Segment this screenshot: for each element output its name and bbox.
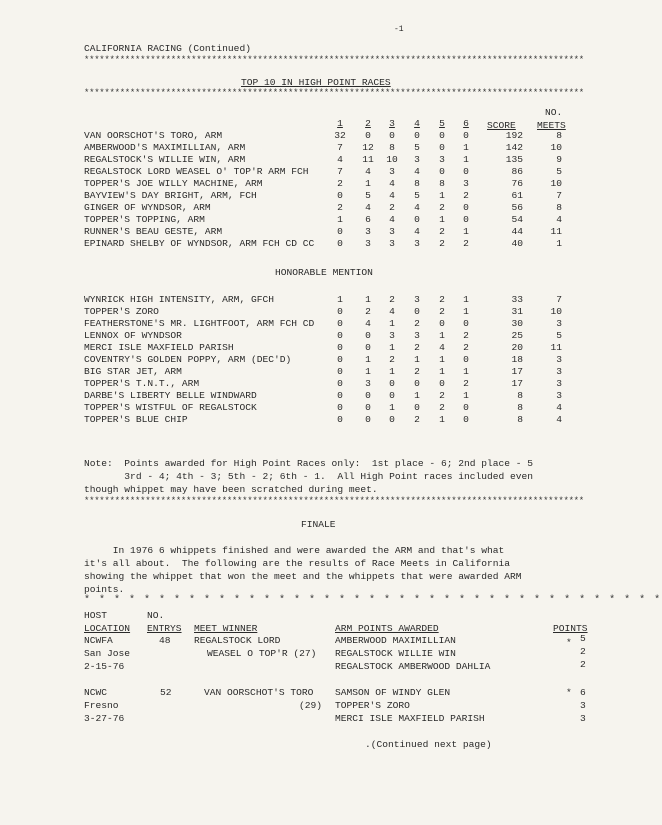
place-6: 2 (463, 342, 469, 353)
place-6: 0 (463, 166, 469, 177)
stars-rule-top: ************************************************************************************************** (84, 55, 584, 65)
place-4: 2 (414, 366, 420, 377)
score: 86 (511, 166, 523, 177)
place-5: 1 (439, 354, 445, 365)
award-name: AMBERWOOD MAXIMILLIAN (335, 635, 456, 646)
award-points: 5 (580, 633, 586, 644)
meets: 4 (556, 214, 562, 225)
place-5: 1 (439, 190, 445, 201)
place-1: 0 (337, 226, 343, 237)
place-5: 2 (439, 238, 445, 249)
table-row (84, 319, 564, 330)
meets: 10 (550, 142, 562, 153)
place-4: 0 (414, 378, 420, 389)
award-name: MERCI ISLE MAXFIELD PARISH (335, 713, 485, 724)
place-4: 3 (414, 154, 420, 165)
place-3: 2 (389, 354, 395, 365)
place-6: 2 (463, 330, 469, 341)
table-row (84, 343, 564, 354)
note-line-3: though whippet may have been scratched during meet. (84, 484, 378, 495)
place-1: 1 (337, 214, 343, 225)
place-1: 0 (337, 190, 343, 201)
place-3: 1 (389, 402, 395, 413)
place-5: 4 (439, 342, 445, 353)
meets: 9 (556, 154, 562, 165)
place-3: 0 (389, 378, 395, 389)
table-row (84, 331, 564, 342)
meets: 11 (550, 226, 562, 237)
place-2: 0 (365, 130, 371, 141)
place-6: 1 (463, 366, 469, 377)
table-row (84, 155, 564, 166)
place-3: 4 (389, 190, 395, 201)
place-2: 3 (365, 238, 371, 249)
dog-name: EPINARD SHELBY OF WYNDSOR, ARM FCH CD CC (84, 238, 315, 249)
table-row (84, 167, 564, 178)
place-1: 0 (337, 390, 343, 401)
award-points: 2 (580, 659, 586, 670)
dog-name: REGALSTOCK LORD WEASEL O' TOP'R ARM FCH (84, 166, 309, 177)
place-5: 0 (439, 378, 445, 389)
place-2: 4 (365, 166, 371, 177)
meets: 5 (556, 166, 562, 177)
place-2: 2 (365, 306, 371, 317)
place-1: 0 (337, 238, 343, 249)
dog-name: DARBE'S LIBERTY BELLE WINDWARD (84, 390, 257, 401)
score: 76 (511, 178, 523, 189)
place-6: 2 (463, 190, 469, 201)
stars-rule-second: ************************************************************************************************** (84, 88, 584, 98)
meets: 8 (556, 130, 562, 141)
dog-name: GINGER OF WYNDSOR, ARM (84, 202, 211, 213)
score: 192 (505, 130, 523, 141)
place-3: 3 (389, 238, 395, 249)
place-6: 1 (463, 142, 469, 153)
place-4: 1 (414, 354, 420, 365)
meets: 3 (556, 378, 562, 389)
table-row (84, 367, 564, 378)
meet-header-location: LOCATION (84, 623, 131, 634)
place-6: 1 (463, 226, 469, 237)
award-name: TOPPER'S ZORO (335, 700, 410, 711)
award-name: SAMSON OF WINDY GLEN (335, 687, 451, 698)
place-6: 0 (463, 202, 469, 213)
meets: 3 (556, 354, 562, 365)
score: 142 (505, 142, 523, 153)
dog-name: TOPPER'S BLUE CHIP (84, 414, 188, 425)
meets: 10 (550, 178, 562, 189)
meet-header-winner: MEET WINNER (194, 623, 258, 634)
star-mark: * (566, 637, 572, 648)
place-4: 4 (414, 202, 420, 213)
place-6: 1 (463, 154, 469, 165)
place-2: 0 (365, 402, 371, 413)
score: 25 (511, 330, 523, 341)
award-name: REGALSTOCK AMBERWOOD DAHLIA (335, 661, 491, 672)
place-4: 0 (414, 130, 420, 141)
place-4: 4 (414, 166, 420, 177)
score: 30 (511, 318, 523, 329)
award-points: 3 (580, 700, 586, 711)
meet-header-no: NO. (147, 610, 165, 621)
place-2: 1 (365, 294, 371, 305)
place-1: 0 (337, 378, 343, 389)
meet-host: NCWFA (84, 635, 113, 646)
place-3: 0 (389, 414, 395, 425)
score: 31 (511, 306, 523, 317)
place-1: 0 (337, 342, 343, 353)
place-5: 0 (439, 142, 445, 153)
place-5: 0 (439, 166, 445, 177)
place-1: 2 (337, 178, 343, 189)
honorable-mention-title: HONORABLE MENTION (275, 267, 373, 278)
top10-title: TOP 10 IN HIGH POINT RACES (241, 77, 391, 88)
page-header: CALIFORNIA RACING (Continued) (84, 43, 251, 54)
place-5: 0 (439, 130, 445, 141)
dog-name: TOPPER'S T.N.T., ARM (84, 378, 200, 389)
place-3: 2 (389, 294, 395, 305)
table-row (84, 203, 564, 214)
table-row (84, 379, 564, 390)
award-points: 2 (580, 646, 586, 657)
place-2: 0 (365, 414, 371, 425)
table-row (84, 191, 564, 202)
continued-note: .(Continued next page) (365, 739, 492, 750)
finale-title: FINALE (301, 519, 336, 530)
award-points: 6 (580, 687, 586, 698)
place-4: 0 (414, 214, 420, 225)
stars-rule-note: ************************************************************************************************** (84, 496, 584, 506)
place-2: 11 (362, 154, 374, 165)
place-5: 2 (439, 306, 445, 317)
score: 8 (517, 390, 523, 401)
place-2: 1 (365, 366, 371, 377)
place-6: 0 (463, 414, 469, 425)
place-1: 4 (337, 154, 343, 165)
place-5: 2 (439, 202, 445, 213)
place-1: 0 (337, 402, 343, 413)
place-4: 3 (414, 330, 420, 341)
place-6: 1 (463, 294, 469, 305)
dog-name: TOPPER'S WISTFUL OF REGALSTOCK (84, 402, 257, 413)
table-row (84, 179, 564, 190)
place-2: 3 (365, 226, 371, 237)
place-6: 0 (463, 354, 469, 365)
place-4: 2 (414, 342, 420, 353)
meet-entrys: 48 (159, 635, 171, 646)
place-5: 0 (439, 318, 445, 329)
finale-line-2: it's all about. The following are the results of Race Meets in California (84, 558, 511, 569)
award-points: 3 (580, 713, 586, 724)
place-6: 0 (463, 214, 469, 225)
score: 17 (511, 378, 523, 389)
place-2: 0 (365, 342, 371, 353)
score: 44 (511, 226, 523, 237)
place-1: 0 (337, 330, 343, 341)
place-1: 2 (337, 202, 343, 213)
place-2: 0 (365, 330, 371, 341)
place-4: 5 (414, 142, 420, 153)
table-row (84, 239, 564, 250)
place-1: 0 (337, 354, 343, 365)
dog-name: MERCI ISLE MAXFIELD PARISH (84, 342, 234, 353)
meets: 7 (556, 294, 562, 305)
place-2: 4 (365, 318, 371, 329)
meets: 8 (556, 202, 562, 213)
note-line-2: 3rd - 4; 4th - 3; 5th - 2; 6th - 1. All High Point races included even (84, 471, 534, 482)
place-6: 0 (463, 318, 469, 329)
score: 33 (511, 294, 523, 305)
place-3: 3 (389, 166, 395, 177)
meets: 11 (550, 342, 562, 353)
place-4: 0 (414, 306, 420, 317)
meets: 4 (556, 402, 562, 413)
table-row (84, 415, 564, 426)
place-1: 1 (337, 294, 343, 305)
meet-winner-line-1: REGALSTOCK LORD (194, 635, 281, 646)
place-6: 1 (463, 390, 469, 401)
dog-name: BIG STAR JET, ARM (84, 366, 182, 377)
score: 17 (511, 366, 523, 377)
table-row (84, 227, 564, 238)
place-3: 3 (389, 330, 395, 341)
meet-header-points: POINTS (553, 623, 588, 634)
place-6: 2 (463, 378, 469, 389)
meet-location: San Jose (84, 648, 131, 659)
col-header-place-3: 3 (389, 118, 395, 129)
place-1: 0 (337, 366, 343, 377)
score: 56 (511, 202, 523, 213)
meet-header-arm-points: ARM POINTS AWARDED (335, 623, 439, 634)
note-line-1: Note: Points awarded for High Point Races only: 1st place - 6; 2nd place - 5 (84, 458, 534, 469)
place-5: 3 (439, 154, 445, 165)
place-5: 2 (439, 402, 445, 413)
meet-winner-line-1: VAN OORSCHOT'S TORO (204, 687, 314, 698)
finale-line-4: points. (84, 584, 125, 595)
place-5: 1 (439, 330, 445, 341)
col-header-score: SCORE (487, 120, 516, 131)
meet-entrys: 52 (160, 687, 172, 698)
place-2: 12 (362, 142, 374, 153)
place-5: 1 (439, 366, 445, 377)
place-1: 0 (337, 306, 343, 317)
table-row (84, 355, 564, 366)
dog-name: LENNOX OF WYNDSOR (84, 330, 182, 341)
place-4: 3 (414, 294, 420, 305)
star-mark: * (566, 687, 572, 698)
place-4: 3 (414, 238, 420, 249)
place-2: 5 (365, 190, 371, 201)
place-1: 0 (337, 414, 343, 425)
dog-name: TOPPER'S JOE WILLY MACHINE, ARM (84, 178, 263, 189)
place-5: 2 (439, 294, 445, 305)
place-6: 0 (463, 402, 469, 413)
place-3: 4 (389, 306, 395, 317)
place-2: 0 (365, 390, 371, 401)
table-row (84, 391, 564, 402)
place-3: 0 (389, 390, 395, 401)
score: 18 (511, 354, 523, 365)
place-4: 1 (414, 390, 420, 401)
meet-host: NCWC (84, 687, 108, 698)
place-4: 4 (414, 226, 420, 237)
meet-header-entrys: ENTRYS (147, 623, 182, 634)
place-6: 0 (463, 130, 469, 141)
place-1: 7 (337, 142, 343, 153)
place-1: 32 (334, 130, 346, 141)
score: 8 (517, 402, 523, 413)
place-3: 2 (389, 202, 395, 213)
page-mark: -1 (394, 25, 404, 34)
score: 135 (505, 154, 523, 165)
meets: 3 (556, 318, 562, 329)
meet-date: 3-27-76 (84, 713, 125, 724)
meets: 4 (556, 414, 562, 425)
place-6: 3 (463, 178, 469, 189)
place-2: 1 (365, 178, 371, 189)
meet-winner-line-2: (29) (299, 700, 323, 711)
meet-location: Fresno (84, 700, 119, 711)
place-4: 2 (414, 318, 420, 329)
meets: 10 (550, 306, 562, 317)
col-header-place-2: 2 (365, 118, 371, 129)
score: 40 (511, 238, 523, 249)
finale-line-3: showing the whippet that won the meet and the whippets that were awarded ARM (84, 571, 522, 582)
dog-name: TOPPER'S ZORO (84, 306, 159, 317)
col-header-meets: MEETS (537, 120, 566, 131)
dog-name: WYNRICK HIGH INTENSITY, ARM, GFCH (84, 294, 274, 305)
meets: 5 (556, 330, 562, 341)
place-6: 1 (463, 306, 469, 317)
place-2: 6 (365, 214, 371, 225)
place-4: 8 (414, 178, 420, 189)
place-4: 2 (414, 414, 420, 425)
dog-name: TOPPER'S TOPPING, ARM (84, 214, 205, 225)
dog-name: RUNNER'S BEAU GESTE, ARM (84, 226, 223, 237)
score: 54 (511, 214, 523, 225)
award-name: REGALSTOCK WILLIE WIN (335, 648, 456, 659)
table-row (84, 143, 564, 154)
place-3: 1 (389, 342, 395, 353)
col-header-place-1: 1 (337, 118, 343, 129)
place-2: 1 (365, 354, 371, 365)
place-3: 10 (386, 154, 398, 165)
dog-name: REGALSTOCK'S WILLIE WIN, ARM (84, 154, 246, 165)
table-row (84, 403, 564, 414)
place-3: 4 (389, 214, 395, 225)
meet-date: 2-15-76 (84, 661, 125, 672)
score: 61 (511, 190, 523, 201)
col-header-no: NO. (545, 107, 563, 118)
place-3: 4 (389, 178, 395, 189)
score: 8 (517, 414, 523, 425)
place-3: 1 (389, 318, 395, 329)
place-2: 4 (365, 202, 371, 213)
place-5: 8 (439, 178, 445, 189)
place-2: 3 (365, 378, 371, 389)
col-header-place-5: 5 (439, 118, 445, 129)
place-5: 1 (439, 414, 445, 425)
separator-rule: * * * * * * * * * * * * * * * * * * * * * * * * * * * * * * * * * * * * * * * (84, 595, 662, 606)
meet-winner-line-2: WEASEL O TOP'R (27) (207, 648, 317, 659)
dog-name: BAYVIEW'S DAY BRIGHT, ARM, FCH (84, 190, 257, 201)
place-1: 7 (337, 166, 343, 177)
place-1: 0 (337, 318, 343, 329)
place-3: 1 (389, 366, 395, 377)
place-3: 0 (389, 130, 395, 141)
place-4: 0 (414, 402, 420, 413)
place-6: 2 (463, 238, 469, 249)
score: 20 (511, 342, 523, 353)
finale-line-1: In 1976 6 whippets finished and were awarded the ARM and that's what (84, 545, 505, 556)
dog-name: AMBERWOOD'S MAXIMILLIAN, ARM (84, 142, 246, 153)
table-row (84, 307, 564, 318)
dog-name: COVENTRY'S GOLDEN POPPY, ARM (DEC'D) (84, 354, 292, 365)
dog-name: FEATHERSTONE'S MR. LIGHTFOOT, ARM FCH CD (84, 318, 315, 329)
place-3: 3 (389, 226, 395, 237)
meets: 7 (556, 190, 562, 201)
place-5: 1 (439, 214, 445, 225)
place-5: 2 (439, 390, 445, 401)
col-header-place-6: 6 (463, 118, 469, 129)
meets: 1 (556, 238, 562, 249)
place-4: 5 (414, 190, 420, 201)
table-row (84, 215, 564, 226)
meets: 3 (556, 366, 562, 377)
table-row (84, 131, 564, 142)
place-5: 2 (439, 226, 445, 237)
table-row (84, 295, 564, 306)
col-header-place-4: 4 (414, 118, 420, 129)
meet-header-host: HOST (84, 610, 108, 621)
meets: 3 (556, 390, 562, 401)
place-3: 8 (389, 142, 395, 153)
dog-name: VAN OORSCHOT'S TORO, ARM (84, 130, 223, 141)
